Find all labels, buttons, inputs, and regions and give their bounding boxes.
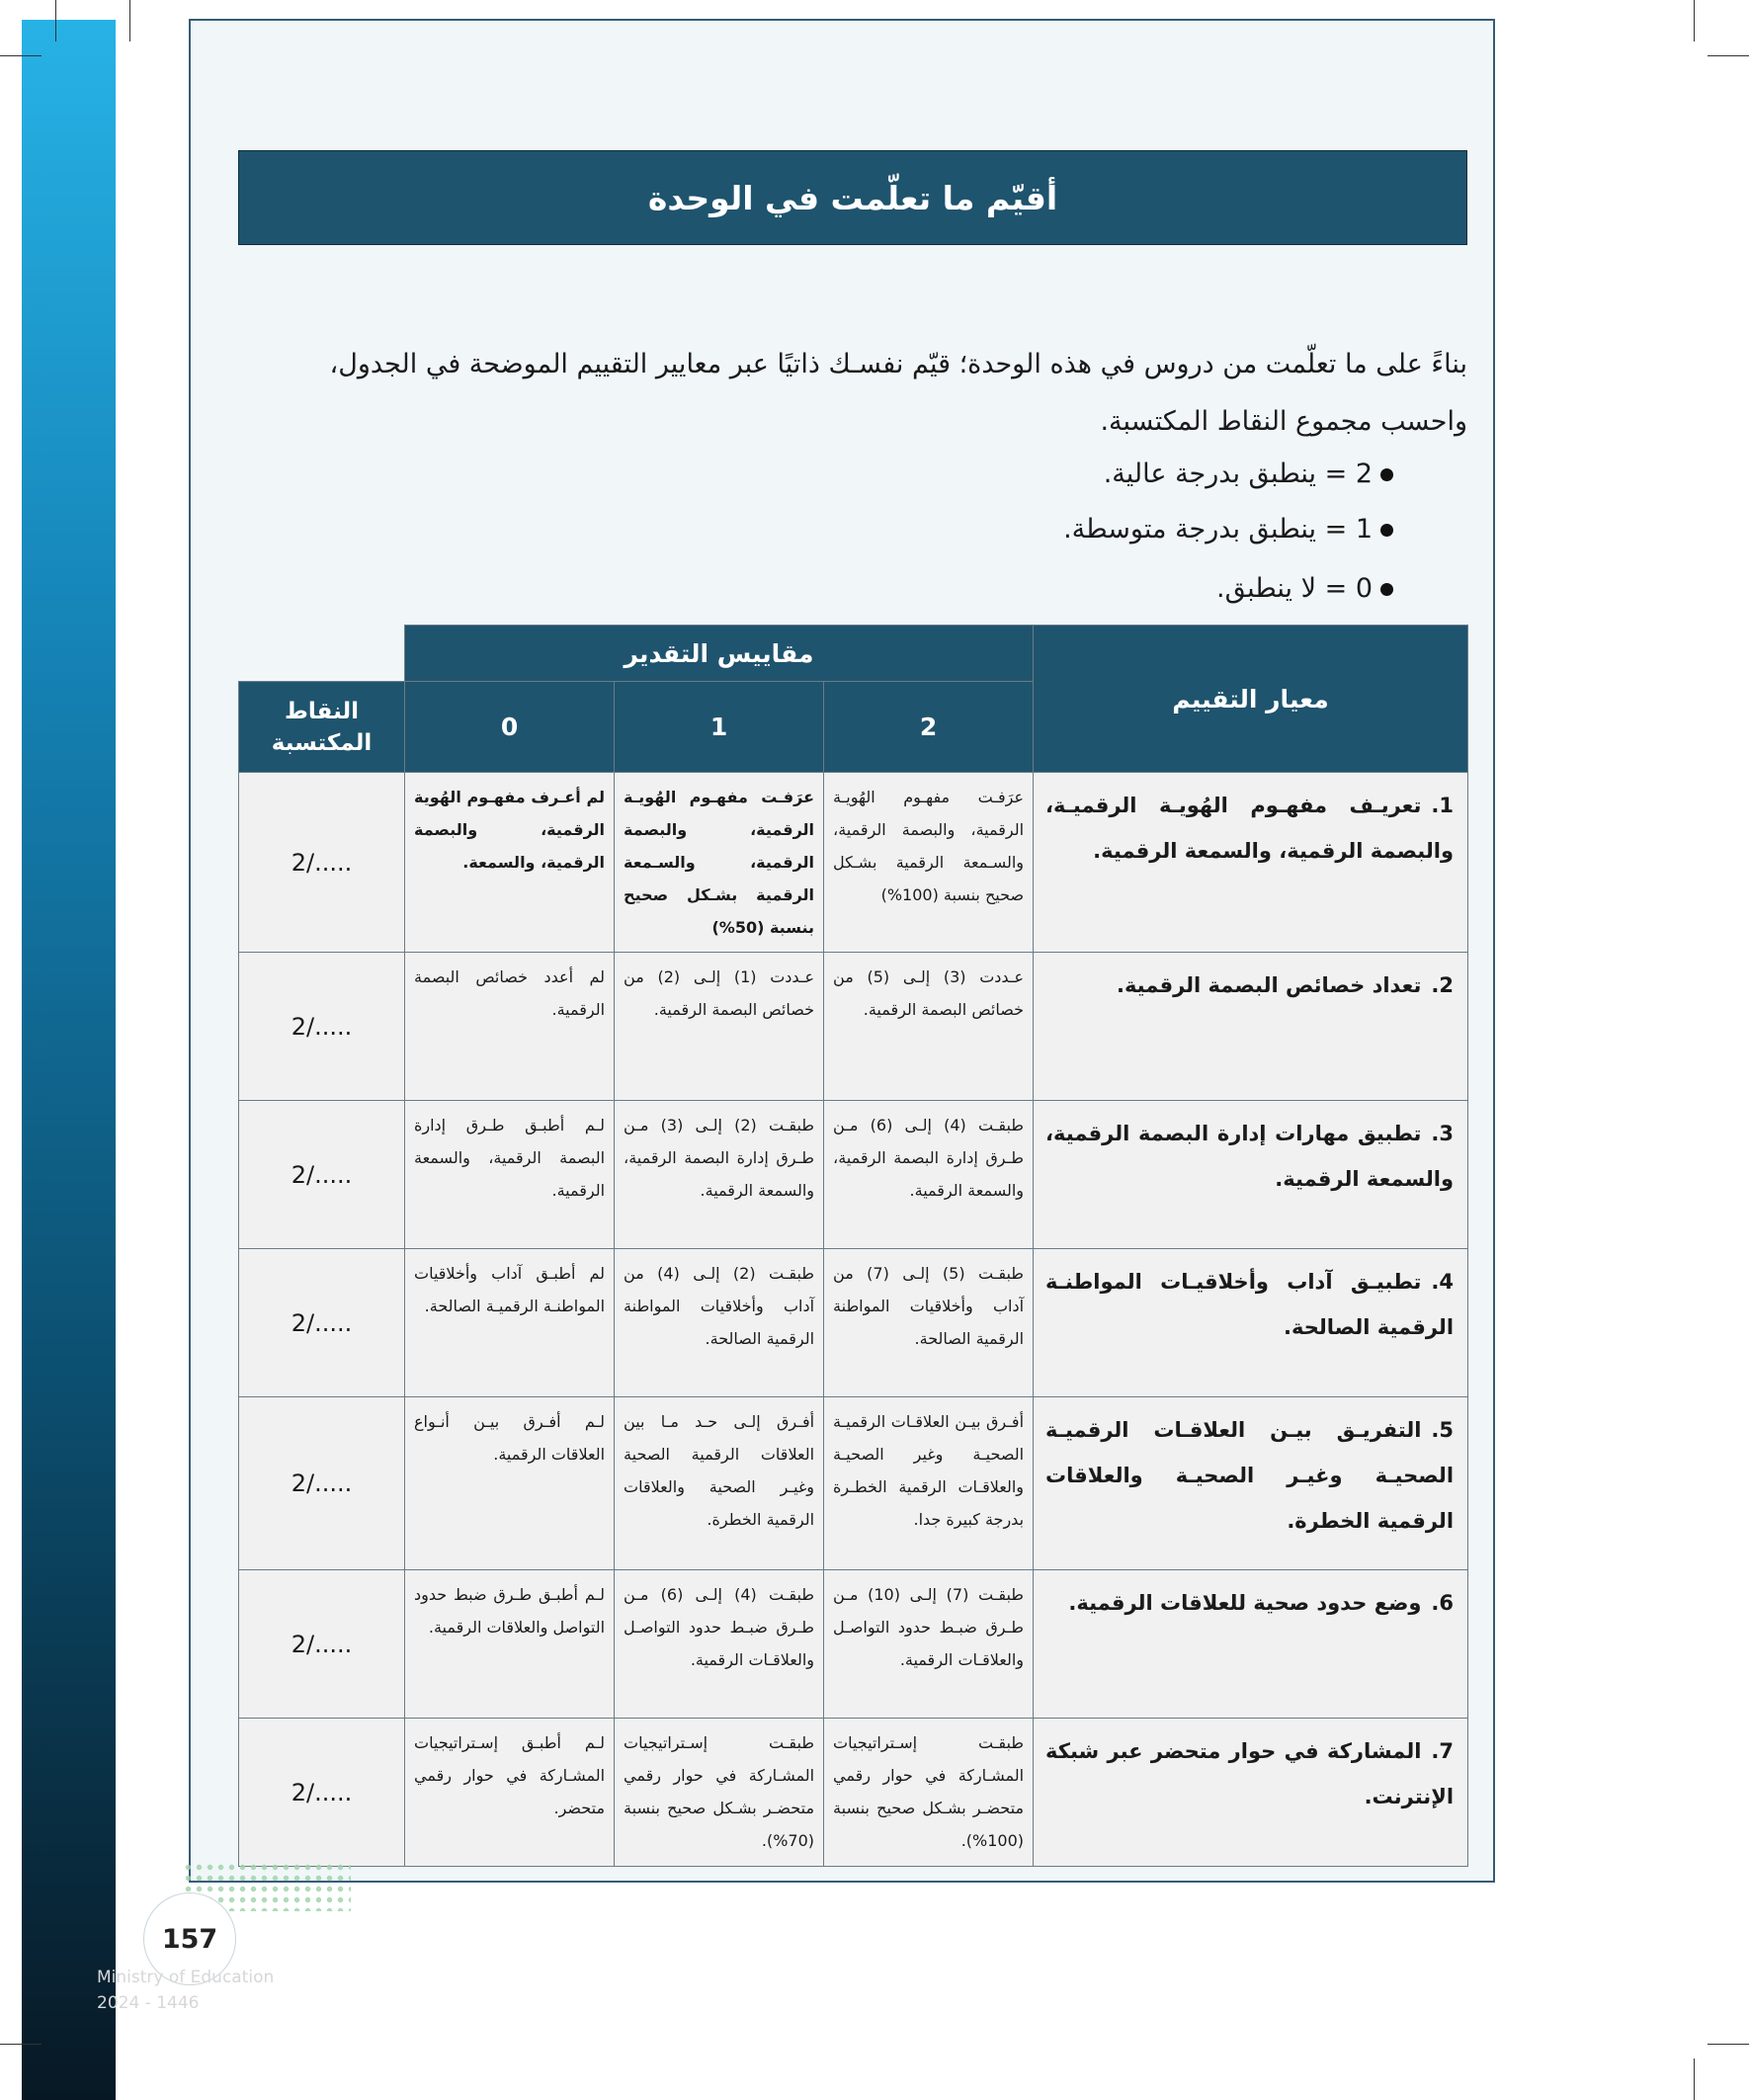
crop-mark — [129, 0, 130, 42]
table-row — [239, 1570, 1468, 1719]
assessment-table — [238, 625, 1468, 1867]
level-0-cell: لـم أطبـق إسـتراتيجيات المشـاركة في حوار رقمي متحضر. — [405, 1719, 615, 1867]
scale-item: 2 = ينطبق بدرجة عالية. — [702, 455, 1393, 494]
crop-mark — [1707, 2044, 1749, 2045]
side-color-strip — [22, 20, 116, 2100]
crop-mark — [1707, 55, 1749, 56]
level-1-cell: طبقـت (4) إلـى (6) مـن طـرق ضبـط حدود التواصـل والعلاقـات الرقمية. — [615, 1570, 824, 1719]
points-cell: 2/..... — [239, 1719, 405, 1867]
criterion-cell: 4.تطبيـق آداب وأخلاقيـات المواطنـة الرقمية الصالحة. — [1034, 1249, 1468, 1397]
table-row — [239, 1397, 1468, 1570]
section-title: أقيّم ما تعلّمت في الوحدة — [647, 178, 1058, 217]
points-cell: 2/..... — [239, 773, 405, 953]
level-1-cell: طبقـت إسـتراتيجيات المشـاركة في حوار رقمي متحضـر بشـكل صحيح بنسبة (70%). — [615, 1719, 824, 1867]
level-1-cell: طبقـت (2) إلـى (3) مـن طـرق إدارة البصمة الرقمية، والسمعة الرقمية. — [615, 1101, 824, 1249]
criterion-cell: 7.المشاركة في حوار متحضر عبر شبكة الإنترنت. — [1034, 1719, 1468, 1867]
crop-mark — [55, 0, 56, 42]
crop-mark — [1694, 2058, 1695, 2100]
points-cell: 2/..... — [239, 953, 405, 1101]
level-2-cell: عرَفـت مفهـوم الهُويـة الرقمية، والبصمة الرقمية، والسـمعة الرقمية بشـكل صحيح بنسبة (100%) — [824, 773, 1034, 953]
level-1-cell: عـددت (1) إلـى (2) من خصائص البصمة الرقمية. — [615, 953, 824, 1101]
points-cell: 2/..... — [239, 1570, 405, 1719]
points-header: النقاط المكتسبة — [239, 682, 405, 773]
section-title-bar — [238, 150, 1467, 245]
crop-mark — [0, 2044, 42, 2045]
scale-item: 1 = ينطبق بدرجة متوسطة. — [702, 510, 1393, 549]
level-2-cell: طبقـت (5) إلـى (7) من آداب وأخلاقيات المواطنة الرقمية الصالحة. — [824, 1249, 1034, 1397]
watermark-ministry: Ministry of Education — [97, 1968, 275, 1987]
criterion-cell: 3.تطبيق مهارات إدارة البصمة الرقمية، والسمعة الرقمية. — [1034, 1101, 1468, 1249]
table-row — [239, 773, 1468, 953]
crop-mark — [0, 55, 42, 56]
scale-item: 0 = لا ينطبق. — [702, 569, 1393, 609]
watermark-year: 2024 - 1446 — [97, 1993, 200, 2013]
criterion-cell: 6.وضع حدود صحية للعلاقات الرقمية. — [1034, 1570, 1468, 1719]
crop-mark — [1694, 0, 1695, 42]
table-row — [239, 1249, 1468, 1397]
level-1-cell: طبقـت (2) إلـى (4) من آداب وأخلاقيات المواطنة الرقمية الصالحة. — [615, 1249, 824, 1397]
level-2-cell: طبقـت (4) إلـى (6) مـن طـرق إدارة البصمة الرقمية، والسمعة الرقمية. — [824, 1101, 1034, 1249]
table-row — [239, 953, 1468, 1101]
level-0-cell: لـم أطبـق طـرق إدارة البصمة الرقمية، والسمعة الرقمية. — [405, 1101, 615, 1249]
level-1-cell: عرَفـت مفهـوم الهُويـة الرقمية، والبصمة الرقمية، والسـمعة الرقمية بشـكل صحيح بنسبة (50%) — [615, 773, 824, 953]
level-2-header: 2 — [824, 682, 1034, 773]
level-2-cell: طبقـت إسـتراتيجيات المشـاركة في حوار رقمي متحضـر بشـكل صحيح بنسبة (100%). — [824, 1719, 1034, 1867]
level-2-cell: أفـرق بيـن العلاقـات الرقميـة الصحيـة وغير الصحيـة والعلاقـات الرقمية الخطـرة بدرجة كبيرة جدا. — [824, 1397, 1034, 1570]
level-2-cell: عـددت (3) إلـى (5) من خصائص البصمة الرقمية. — [824, 953, 1034, 1101]
table-row — [239, 1719, 1468, 1867]
level-1-header: 1 — [615, 682, 824, 773]
criterion-header: معيار التقييم — [1034, 626, 1468, 773]
level-2-cell: طبقـت (7) إلـى (10) مـن طـرق ضبـط حدود التواصـل والعلاقـات الرقمية. — [824, 1570, 1034, 1719]
intro-paragraph: بناءً على ما تعلّمت من دروس في هذه الوحدة؛ قيّم نفسـك ذاتيًا عبر معايير التقييم الموضحة في الجدول، واحسب مجموع النقاط المكتسبة. — [329, 349, 1467, 437]
level-0-header: 0 — [405, 682, 615, 773]
table-row — [239, 1101, 1468, 1249]
points-cell: 2/..... — [239, 1101, 405, 1249]
level-0-cell: لـم أفـرق بيـن أنـواع العلاقات الرقمية. — [405, 1397, 615, 1570]
scales-header: مقاييس التقدير — [405, 626, 1034, 682]
level-0-cell: لـم أطبـق طـرق ضبط حدود التواصل والعلاقات الرقمية. — [405, 1570, 615, 1719]
points-cell: 2/..... — [239, 1249, 405, 1397]
level-0-cell: لم أعـرف مفهـوم الهُوية الرقمية، والبصمة الرقمية، والسمعة. — [405, 773, 615, 953]
page-number: 157 — [161, 1923, 218, 1955]
bullet-icon — [1380, 524, 1393, 537]
criterion-cell: 2.تعداد خصائص البصمة الرقمية. — [1034, 953, 1468, 1101]
level-0-cell: لم أطبـق آداب وأخلاقيات المواطنـة الرقميـة الصالحة. — [405, 1249, 615, 1397]
criterion-cell: 1.تعريـف مفهـوم الهُويـة الرقميـة، والبصمة الرقمية، والسمعة الرقمية. — [1034, 773, 1468, 953]
level-1-cell: أفـرق إلـى حـد مـا بين العلاقات الرقمية الصحية وغيـر الصحية والعلاقات الرقمية الخطرة. — [615, 1397, 824, 1570]
intro-text — [238, 336, 1467, 451]
bullet-icon — [1380, 468, 1393, 481]
level-0-cell: لم أعدد خصائص البصمة الرقمية. — [405, 953, 615, 1101]
bullet-icon — [1380, 583, 1393, 596]
criterion-cell: 5.التفريـق بيـن العلاقـات الرقميـة الصحيـة وغيـر الصحيـة والعلاقات الرقمية الخطرة. — [1034, 1397, 1468, 1570]
points-cell: 2/..... — [239, 1397, 405, 1570]
